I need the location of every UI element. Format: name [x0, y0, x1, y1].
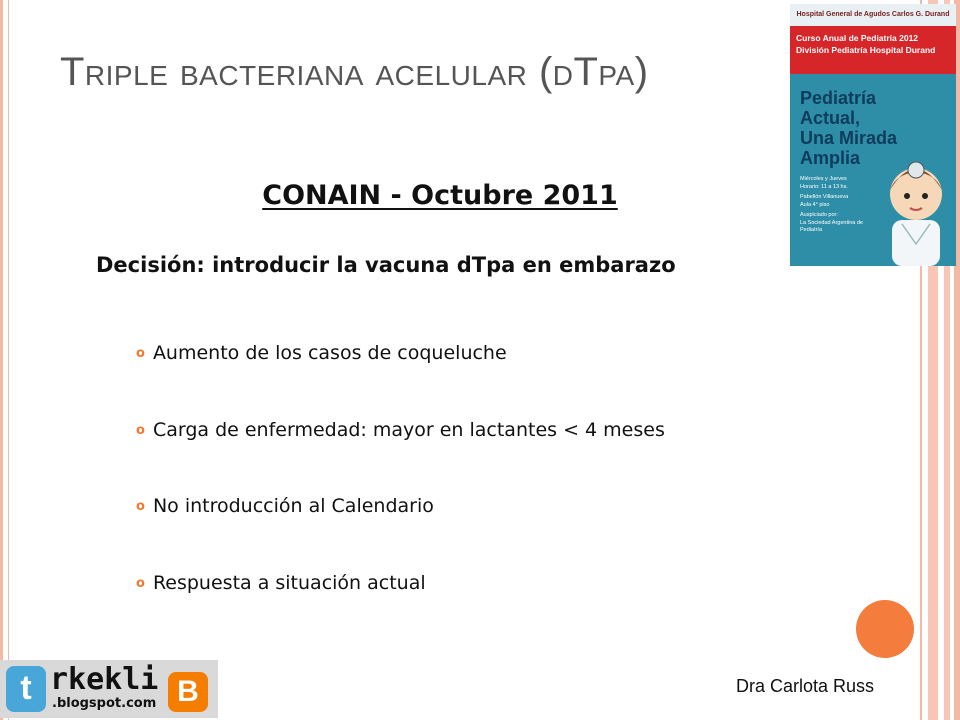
left-border-stripe — [0, 0, 3, 720]
blogger-icon: B — [168, 672, 208, 712]
cover-info-line: Aula 4° piso — [800, 201, 830, 208]
cover-hospital-name: Hospital General de Agudos Carlos G. Durand — [790, 4, 956, 26]
cover-title-line: Amplia — [800, 148, 861, 168]
cover-title-line: Pediatría — [800, 88, 877, 108]
bullet-text: Carga de enfermedad: mayor en lactantes < 4 meses — [152, 419, 665, 441]
book-cover-image — [790, 4, 956, 266]
cover-title-line: Una Mirada — [800, 128, 898, 148]
bullet-text: Respuesta a situación actual — [152, 572, 426, 594]
cover-info-line: Horario: 11 a 13 hs. — [800, 183, 848, 190]
decision-statement: Decisión: introducir la vacuna dTpa en embarazo — [96, 253, 676, 277]
left-border-stripe-inner — [8, 0, 9, 720]
slide-heading: CONAIN - Octubre 2011 — [262, 180, 618, 211]
bullet-item — [136, 419, 665, 441]
bullet-marker-icon: o — [136, 422, 145, 438]
bullet-marker-icon: o — [136, 345, 145, 361]
cover-course-line: División Pediatría Hospital Durand — [796, 45, 936, 55]
cover-info-line: Miércoles y Jueves — [800, 176, 847, 182]
cover-info-line: La Sociedad Argentina de Pediatría — [800, 219, 863, 233]
cover-course-banner — [790, 26, 956, 74]
blog-logo — [0, 660, 218, 718]
logo-domain: .blogspot.com — [52, 696, 157, 711]
bullet-text: Aumento de los casos de coqueluche — [152, 342, 507, 364]
bullet-item — [136, 342, 507, 364]
cover-course-line: Curso Anual de Pediatría 2012 — [796, 33, 919, 43]
bullet-item — [136, 495, 434, 517]
decorative-orange-circle — [856, 600, 914, 658]
bullet-text: No introducción al Calendario — [152, 495, 434, 517]
cover-title-line: Actual, — [800, 108, 861, 128]
logo-wordmark: rkekli — [50, 662, 159, 697]
doctor-illustration — [880, 154, 950, 266]
twitter-icon: t — [6, 666, 46, 712]
bullet-item — [136, 572, 426, 594]
bullet-marker-icon: o — [136, 498, 145, 514]
bullet-marker-icon: o — [136, 575, 145, 591]
author-name: Dra Carlota Russ — [736, 676, 875, 696]
cover-info-line: Auspiciado por: — [800, 212, 838, 218]
slide-title: Triple bacteriana acelular (dTpa) — [60, 50, 649, 94]
cover-info — [800, 176, 870, 235]
cover-info-line: Pabellón Villanueva — [800, 194, 849, 200]
